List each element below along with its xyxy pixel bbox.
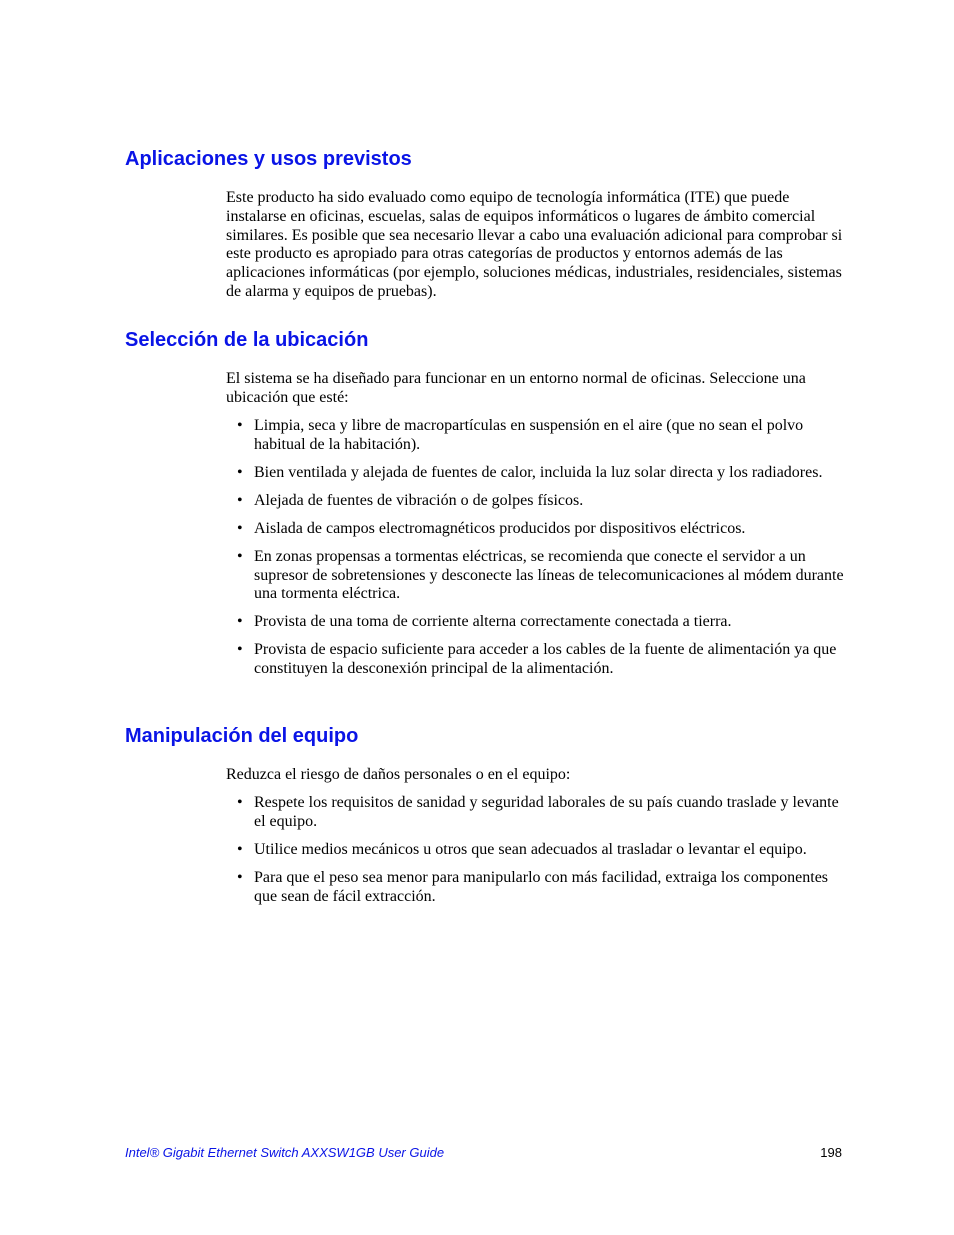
bullet-mark: • (237, 641, 243, 659)
bullet-mark: • (237, 547, 243, 565)
list-item (226, 869, 846, 907)
list-item-text: Respete los requisitos de sanidad y seguridad laborales de su país cuando traslade y levante el equipo. (254, 794, 839, 830)
list-item (226, 492, 846, 511)
list-item-text: Provista de una toma de corriente alterna correctamente conectada a tierra. (254, 613, 732, 631)
list-item-text: Provista de espacio suficiente para acceder a los cables de la fuente de alimentación ya que constituyen la desconexión principal de la alimentación. (254, 641, 837, 678)
bullet-mark: • (237, 840, 243, 858)
list-item (226, 613, 846, 632)
list-item (226, 841, 846, 860)
bullet-mark: • (237, 491, 243, 509)
list-item-text: Limpia, seca y libre de macropartículas en suspensión en el aire (que no sean el polvo habitual de la habitación). (254, 417, 804, 453)
bullet-mark: • (237, 463, 243, 481)
bullet-mark: • (237, 868, 243, 886)
list-item-text: Aislada de campos electromagnéticos producidos por dispositivos eléctricos. (254, 519, 746, 537)
section-heading-aplicaciones: Aplicaciones y usos previstos (125, 148, 412, 170)
section-paragraph-aplicaciones: Este producto ha sido evaluado como equipo de tecnología informática (ITE) que puede instalarse en oficinas, escuelas, salas de equipos informáticos o lugares de ámbito comercial similares. Es posible que sea necesario llevar a cabo una evaluación adicional para comprobar si este producto es apropiado para otras categorías de productos y entornos además de las aplicaciones informáticas (por ejemplo, soluciones médicas, industriales, residenciales, sistemas de alarma y equipos de pruebas). (226, 189, 843, 300)
section-paragraph-manipulacion: Reduzca el riesgo de daños personales o en el equipo: (226, 766, 571, 783)
section-heading-manipulacion: Manipulación del equipo (125, 725, 359, 747)
list-item (226, 794, 846, 832)
list-item (226, 641, 846, 679)
section-paragraph-seleccion: El sistema se ha diseñado para funcionar en un entorno normal de oficinas. Seleccione una ubicación que esté: (226, 370, 806, 406)
footer-document-title: Intel® Gigabit Ethernet Switch AXXSW1GB User Guide (125, 1145, 445, 1160)
bullet-list-manipulacion (226, 794, 846, 916)
list-item (226, 520, 846, 539)
list-item (226, 548, 846, 604)
list-item-text: Para que el peso sea menor para manipularlo con más facilidad, extraiga los componentes que sean de fácil extracción. (254, 868, 829, 905)
list-item-text: En zonas propensas a tormentas eléctricas, se recomienda que conecte el servidor a un supresor de sobretensiones y desconecte las líneas de telecomunicaciones al módem durante una tormenta eléctrica. (254, 547, 844, 603)
section-heading-seleccion: Selección de la ubicación (125, 329, 369, 351)
footer-page-number: 198 (820, 1145, 842, 1160)
list-item-text: Bien ventilada y alejada de fuentes de calor, incluida la luz solar directa y los radiadores. (254, 463, 823, 481)
list-item-text: Alejada de fuentes de vibración o de golpes físicos. (254, 491, 584, 509)
list-item-text: Utilice medios mecánicos u otros que sean adecuados al trasladar o levantar el equipo. (254, 840, 807, 858)
list-item (226, 464, 846, 483)
bullet-mark: • (237, 613, 243, 631)
bullet-list-seleccion (226, 417, 846, 688)
bullet-mark: • (237, 417, 243, 434)
list-item (226, 417, 846, 455)
bullet-mark: • (237, 519, 243, 537)
bullet-mark: • (237, 794, 243, 811)
